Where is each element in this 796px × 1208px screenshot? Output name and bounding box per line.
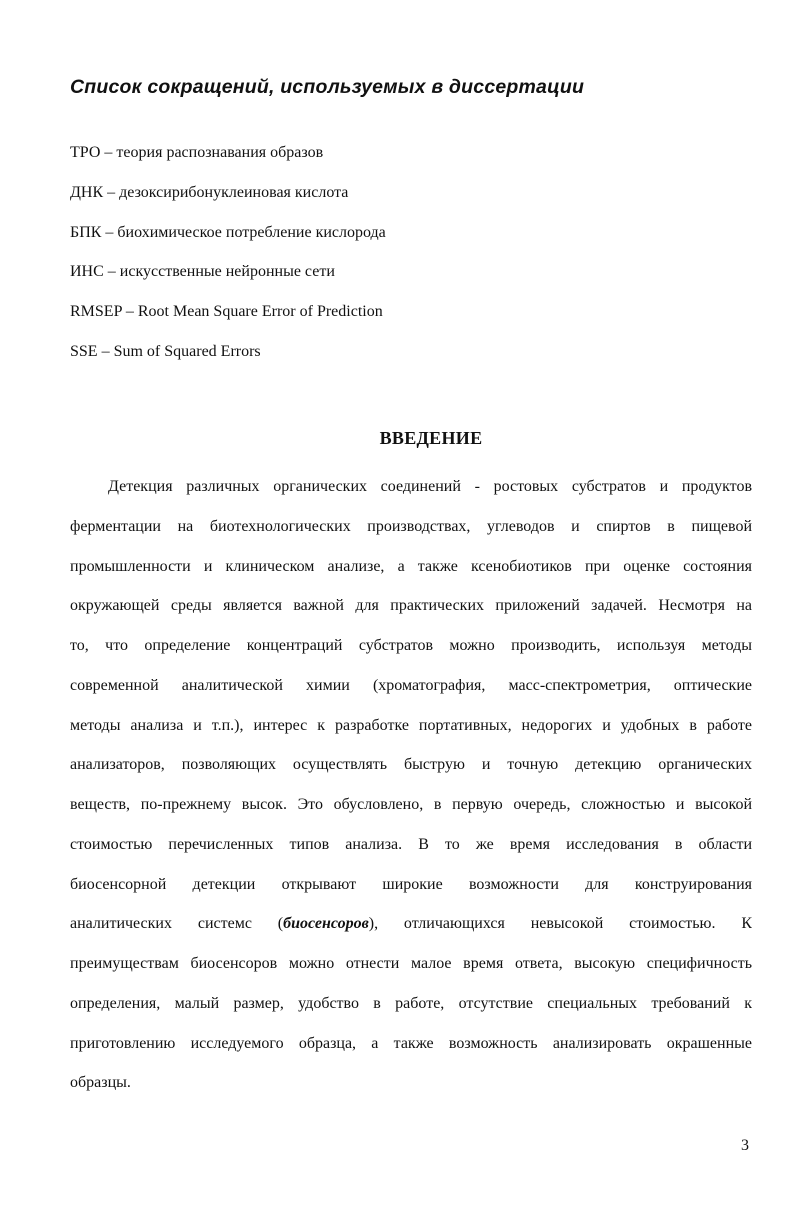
paragraph-line: то, что определение концентраций субстратов можно производить, используя методы	[70, 637, 752, 654]
paragraph-line: Детекция различных органических соединений - ростовых субстратов и продуктов	[108, 478, 752, 495]
abbreviation-item: ДНК – дезоксирибонуклеиновая кислота	[70, 183, 349, 201]
line-text-before: аналитических системс (	[70, 915, 284, 933]
paragraph-line: биосенсорной детекции открывают широкие возможности для конструирования	[70, 875, 752, 893]
paragraph-line: определения, малый размер, удобство в работе, отсутствие специальных требований к	[70, 994, 752, 1012]
paragraph-line: приготовлению исследуемого образца, а также возможность анализировать окрашенные	[70, 1034, 752, 1052]
introduction-heading: ВВЕДЕНИЕ	[379, 428, 483, 448]
abbreviation-item: БПК – биохимическое потребление кислорода	[70, 223, 386, 241]
paragraph-line: промышленности и клиническом анализе, а также ксенобиотиков при оценке состояния	[70, 557, 752, 575]
paragraph-line: стоимостью перечисленных типов анализа. В то же время исследования в области	[70, 835, 752, 853]
abbreviations-heading: Список сокращений, используемых в диссертации	[70, 76, 585, 98]
emphasis-term: биосенсоров	[283, 915, 369, 933]
paragraph-line: образцы.	[70, 1074, 131, 1092]
abbreviations-list	[70, 141, 750, 380]
paragraph-line: преимуществам биосенсоров можно отнести малое время ответа, высокую специфичность	[70, 955, 752, 972]
paragraph-line	[70, 912, 752, 952]
paragraph-line: окружающей среды является важной для практических приложений задачей. Несмотря на	[70, 597, 752, 615]
abbreviation-item: ТРО – теория распознавания образов	[70, 144, 324, 161]
abbreviation-item: ИНС – искусственные нейронные сети	[70, 263, 335, 281]
paragraph-line: современной аналитической химии (хроматография, масс-спектрометрия, оптические	[70, 676, 752, 694]
introduction-paragraph	[70, 475, 752, 1111]
paragraph-line: веществ, по-прежнему высок. Это обусловлено, в первую очередь, сложностью и высокой	[70, 796, 752, 813]
page-number: 3	[741, 1137, 749, 1154]
paragraph-line: анализаторов, позволяющих осуществлять быструю и точную детекцию органических	[70, 756, 752, 774]
paragraph-line: ферментации на биотехнологических производствах, углеводов и спиртов в пищевой	[70, 517, 752, 535]
abbreviation-item: RMSEP – Root Mean Square Error of Prediction	[70, 303, 383, 321]
paragraph-line: методы анализа и т.п.), интерес к разработке портативных, недорогих и удобных в работе	[70, 716, 752, 734]
line-text-after: ), отличающихся невысокой стоимостью. К	[368, 915, 752, 933]
abbreviation-item: SSE – Sum of Squared Errors	[70, 342, 261, 360]
